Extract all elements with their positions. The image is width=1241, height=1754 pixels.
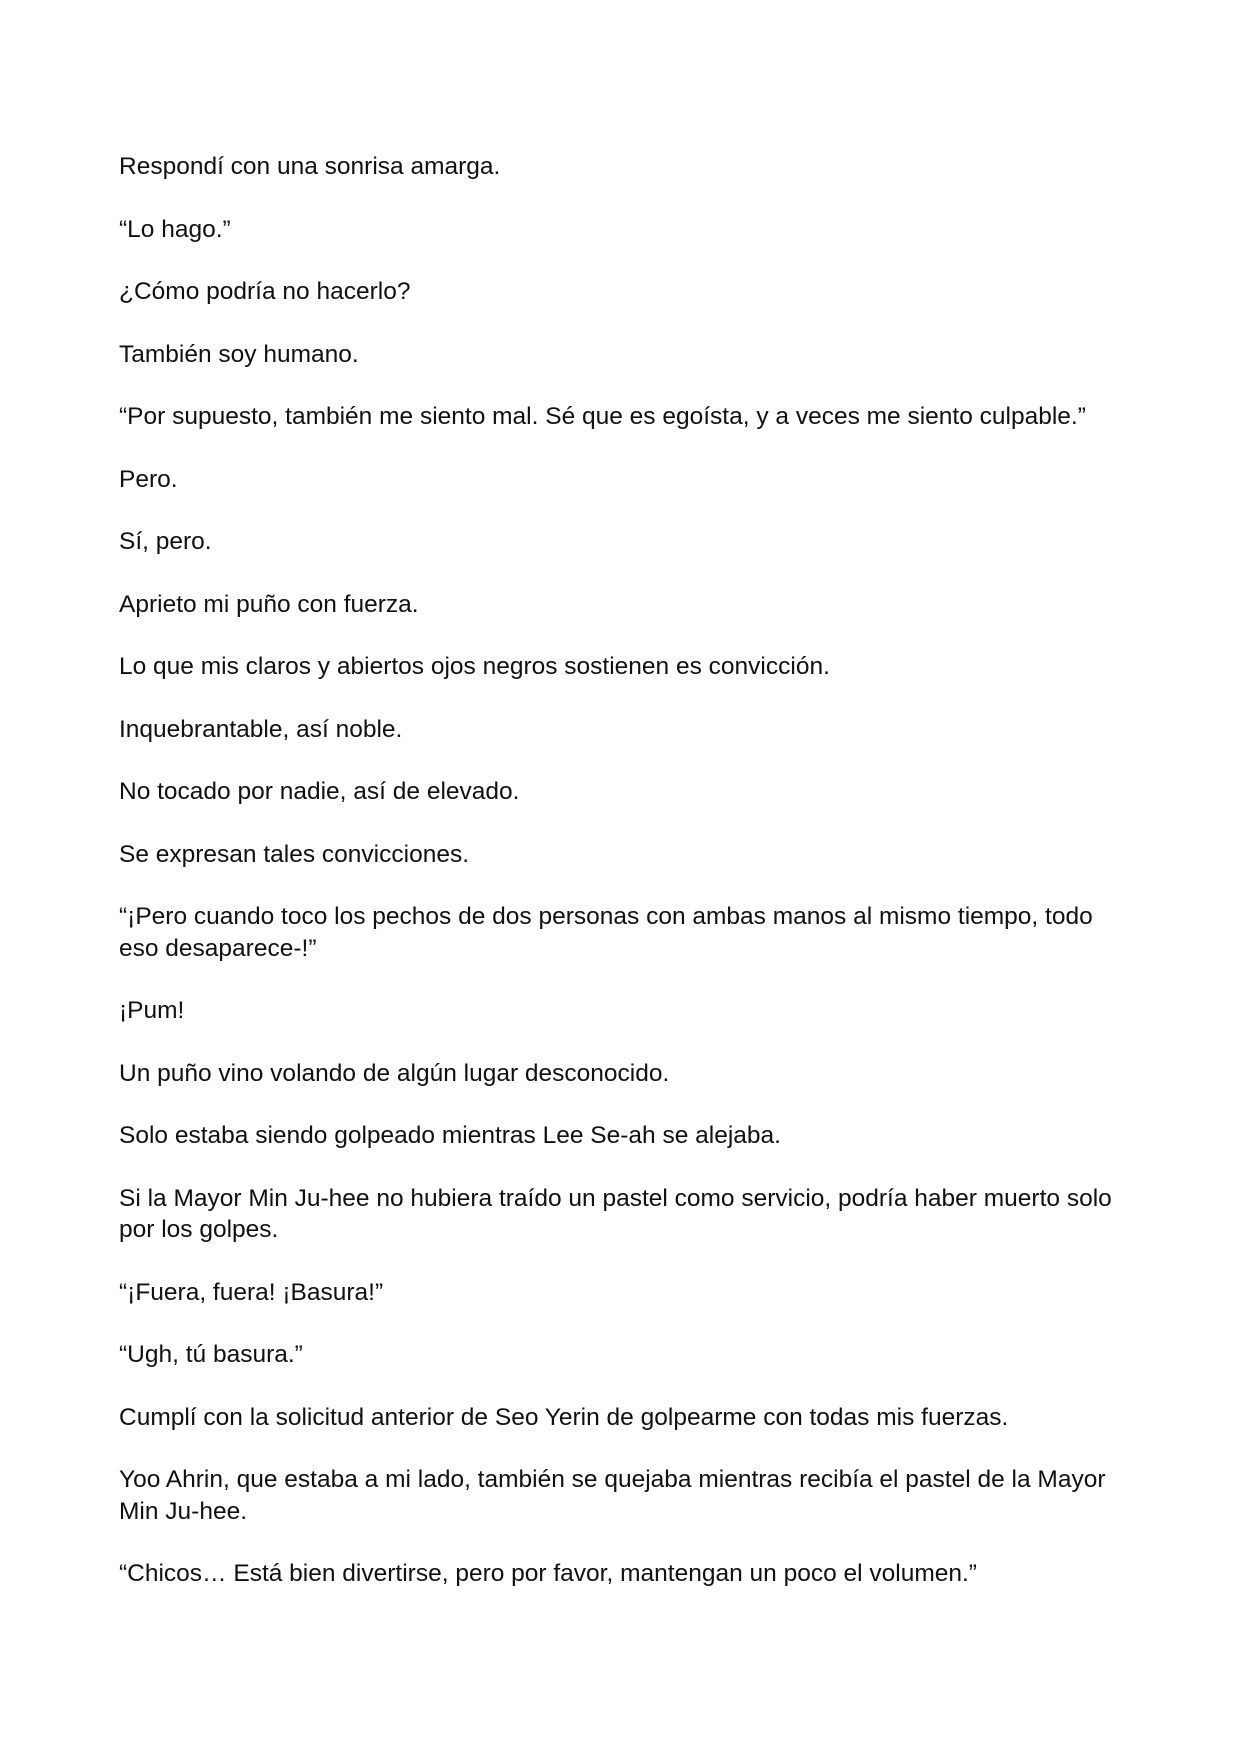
paragraph: Inquebrantable, así noble. — [119, 715, 403, 743]
paragraph: Pero. — [119, 465, 178, 493]
paragraph: “Por supuesto, también me siento mal. Sé que es egoísta, y a veces me siento culpable.” — [119, 403, 1086, 430]
paragraph: También soy humano. — [119, 340, 359, 368]
paragraph: “Lo hago.” — [119, 215, 231, 243]
paragraph: “Ugh, tú basura.” — [119, 1341, 303, 1368]
paragraph: ¡Pum! — [119, 997, 185, 1024]
paragraph: Si la Mayor Min Ju-hee no hubiera traído un pastel como servicio, podría haber muerto solo por los golpes. — [119, 1184, 1112, 1243]
document-body — [119, 151, 1129, 1621]
paragraph: No tocado por nadie, así de elevado. — [119, 778, 520, 805]
paragraph: Un puño vino volando de algún lugar desconocido. — [119, 1059, 670, 1087]
paragraph: Solo estaba siendo golpeado mientras Lee Se-ah se alejaba. — [119, 1122, 781, 1149]
paragraph: Yoo Ahrin, que estaba a mi lado, también se quejaba mientras recibía el pastel de la Mayor Min Ju-hee. — [119, 1466, 1106, 1525]
paragraph: “Chicos… Está bien divertirse, pero por favor, mantengan un poco el volumen.” — [119, 1560, 977, 1587]
paragraph: Lo que mis claros y abiertos ojos negros sostienen es convicción. — [119, 653, 830, 680]
paragraph: Aprieto mi puño con fuerza. — [119, 590, 419, 618]
paragraph: Se expresan tales convicciones. — [119, 840, 469, 868]
paragraph: “¡Fuera, fuera! ¡Basura!” — [119, 1278, 384, 1306]
paragraph: Sí, pero. — [119, 528, 212, 555]
paragraph: “¡Pero cuando toco los pechos de dos personas con ambas manos al mismo tiempo, todo eso desaparece-!” — [119, 903, 1093, 962]
paragraph: ¿Cómo podría no hacerlo? — [119, 278, 411, 305]
paragraph: Cumplí con la solicitud anterior de Seo Yerin de golpearme con todas mis fuerzas. — [119, 1403, 1009, 1431]
paragraph: Respondí con una sonrisa amarga. — [119, 153, 501, 180]
